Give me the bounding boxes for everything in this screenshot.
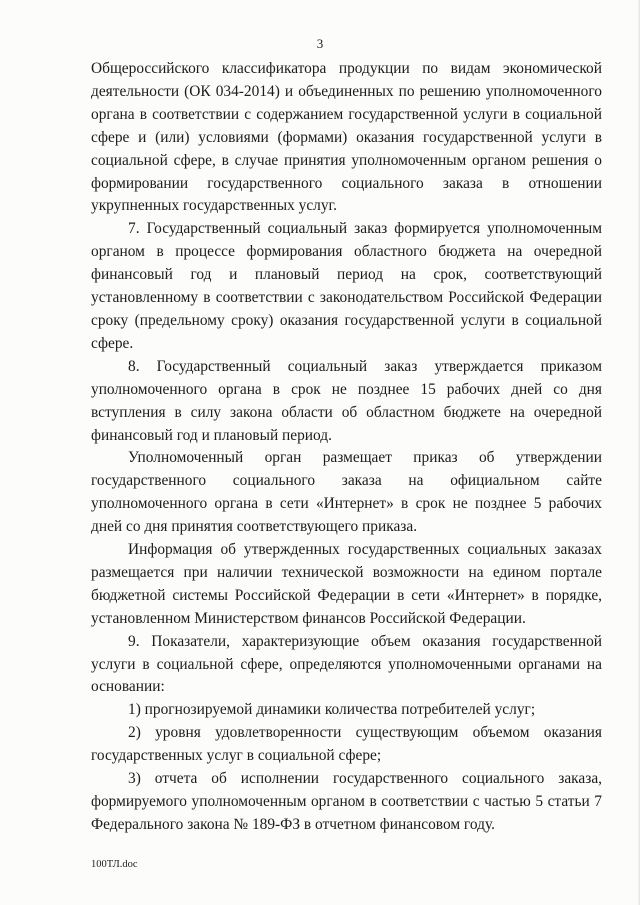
page-number: 3 — [316, 36, 324, 51]
list-item-1: 1) прогнозируемой динамики количества потребителей услуг; — [128, 701, 536, 719]
paragraph-continuation: Общероссийского классификатора продукции по видам экономической деятельности (ОК 034-2014) и объединенных по решению уполномоченного органа в соответствии с содержанием государственной услуги в социальной сфере и (или) условиями (формами) оказания государственной услуги в социальной сфере, в случае принятия уполномоченным органом решения о формировании государственного социального заказа в отношении укрупненных государственных услуг. — [91, 60, 602, 215]
list-item-3: 3) отчета об исполнении государственного социального заказа, формируемого уполномоченным органом в соответствии с частью 5 статьи 7 Федерального закона № 189-ФЗ в отчетном финансовом году. — [91, 770, 602, 833]
footer-filename: 100ТЛ.doc — [91, 859, 138, 870]
paragraph-portal-info: Информация об утвержденных государственных социальных заказах размещается при наличии технической возможности на едином портале бюджетной системы Российской Федерации в сети «Интернет» в порядке, установленном Министерством финансов Российской Федерации. — [91, 541, 602, 627]
paragraph-item-9: 9. Показатели, характеризующие объем оказания государственной услуги в социальной сфере, определяются уполномоченными органами на основании: — [91, 632, 602, 696]
list-item-2: 2) уровня удовлетворенности существующим объемом оказания государственных услуг в социальной сфере; — [91, 724, 602, 765]
document-body — [91, 58, 602, 837]
paragraph-item-8: 8. Государственный социальный заказ утверждается приказом уполномоченного органа в срок не позднее 15 рабочих дней со дня вступления в силу закона области об областном бюджете на очередной финансовый год и плановый период. — [91, 357, 602, 444]
paragraph-item-7: 7. Государственный социальный заказ формируется уполномоченным органом в процессе формирования областного бюджета на очередной финансовый год и плановый период на срок, соответствующий установленному в соответствии с законодательством Российской Федерации сроку (предельному сроку) оказания государственной услуги в социальной сфере. — [91, 220, 602, 352]
paragraph-publication: Уполномоченный орган размещает приказ об утверждении государственного социального заказа на официальном сайте уполномоченного органа в сети «Интернет» в срок не позднее 5 рабочих дней со дня принятия соответствующего приказа. — [91, 449, 602, 536]
